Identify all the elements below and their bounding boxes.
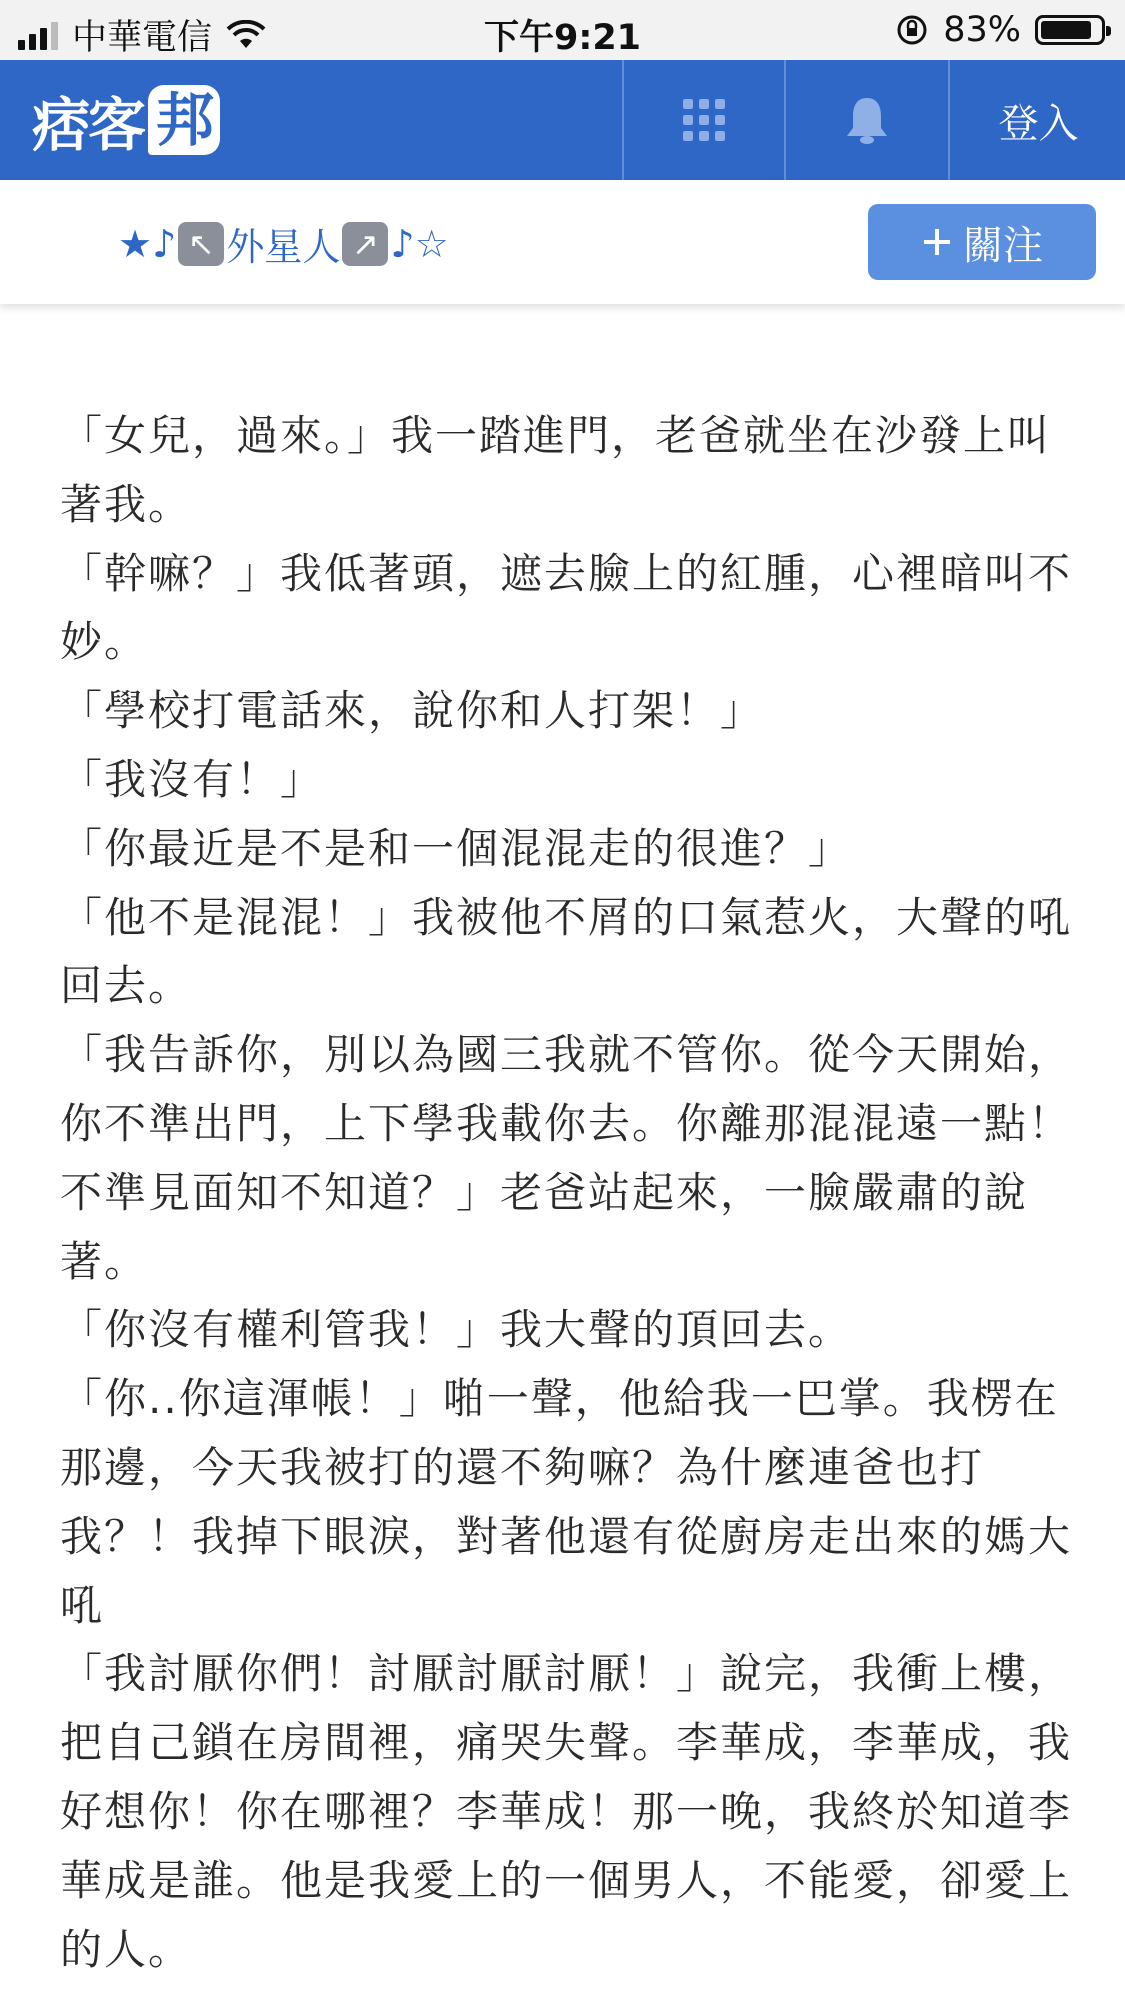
article-paragraph: 「你..你這渾帳！」啪一聲，他給我一巴掌。我楞在那邊，今天我被打的還不夠嘛？為什麼連爸也打我？！我掉下眼淚，對著他還有從廚房走出來的媽大吼 <box>60 1374 1073 1630</box>
logo[interactable] <box>32 80 220 160</box>
article-paragraph: 「他不是混混！」我被他不屑的口氣惹火，大聲的吼回去。 <box>60 892 1073 1011</box>
author-name-suffix: ♪☆ <box>390 221 449 266</box>
article-paragraph: 「我沒有！」 <box>60 754 325 804</box>
author-name-link[interactable] <box>118 216 449 271</box>
article-paragraph: 「你沒有權利管我！」我大聲的頂回去。 <box>60 1305 853 1355</box>
status-bar <box>0 0 1125 60</box>
article-paragraph: 「幹嘛？」我低著頭，遮去臉上的紅腫，心裡暗叫不妙。 <box>60 548 1073 667</box>
app-header <box>0 60 1125 180</box>
apps-grid-icon <box>683 99 725 141</box>
logo-bubble: 邦 <box>148 85 220 155</box>
notifications-button[interactable] <box>784 60 948 180</box>
author-name-prefix: ★♪ <box>118 221 177 266</box>
author-bar <box>0 180 1125 304</box>
follow-label: 關注 <box>963 222 1043 269</box>
article-paragraph: 「你最近是不是和一個混混走的很進？」 <box>60 823 853 873</box>
arrow-up-right-icon: ↗ <box>342 222 388 266</box>
rotation-lock-icon <box>895 13 929 47</box>
bell-icon <box>839 92 895 148</box>
article-paragraph: 「學校打電話來，說你和人打架！」 <box>60 686 765 736</box>
carrier-label: 中華電信 <box>72 18 213 58</box>
arrow-up-left-icon: ↖ <box>178 222 224 266</box>
battery-icon <box>1035 15 1105 45</box>
battery-percent: 83% <box>943 10 1021 50</box>
plus-icon <box>921 226 953 258</box>
article-body <box>60 402 1090 1984</box>
follow-button[interactable] <box>868 204 1096 280</box>
login-button[interactable]: 登入 <box>948 60 1125 180</box>
author-name: 外星人 <box>226 225 341 269</box>
article-paragraph: 「我告訴你，別以為國三我就不管你。從今天開始，你不準出門，上下學我載你去。你離那混混遠一點！不準見面知不知道？」老爸站起來，一臉嚴肅的說著。 <box>60 1030 1073 1286</box>
article-paragraph: 「我討厭你們！討厭討厭討厭！」說完，我衝上樓，把自己鎖在房間裡，痛哭失聲。李華成，李華成，我好想你！你在哪裡？李華成！那一晚，我終於知道李華成是誰。他是我愛上的一個男人，不能愛，卻愛上的人。 <box>60 1649 1073 1974</box>
logo-text: 痞客 <box>32 91 145 159</box>
article-paragraph: 「女兒，過來。」我一踏進門，老爸就坐在沙發上叫著我。 <box>60 411 1052 529</box>
status-right <box>895 10 1105 50</box>
status-time: 下午9:21 <box>483 18 642 58</box>
apps-menu-button[interactable] <box>622 60 784 180</box>
